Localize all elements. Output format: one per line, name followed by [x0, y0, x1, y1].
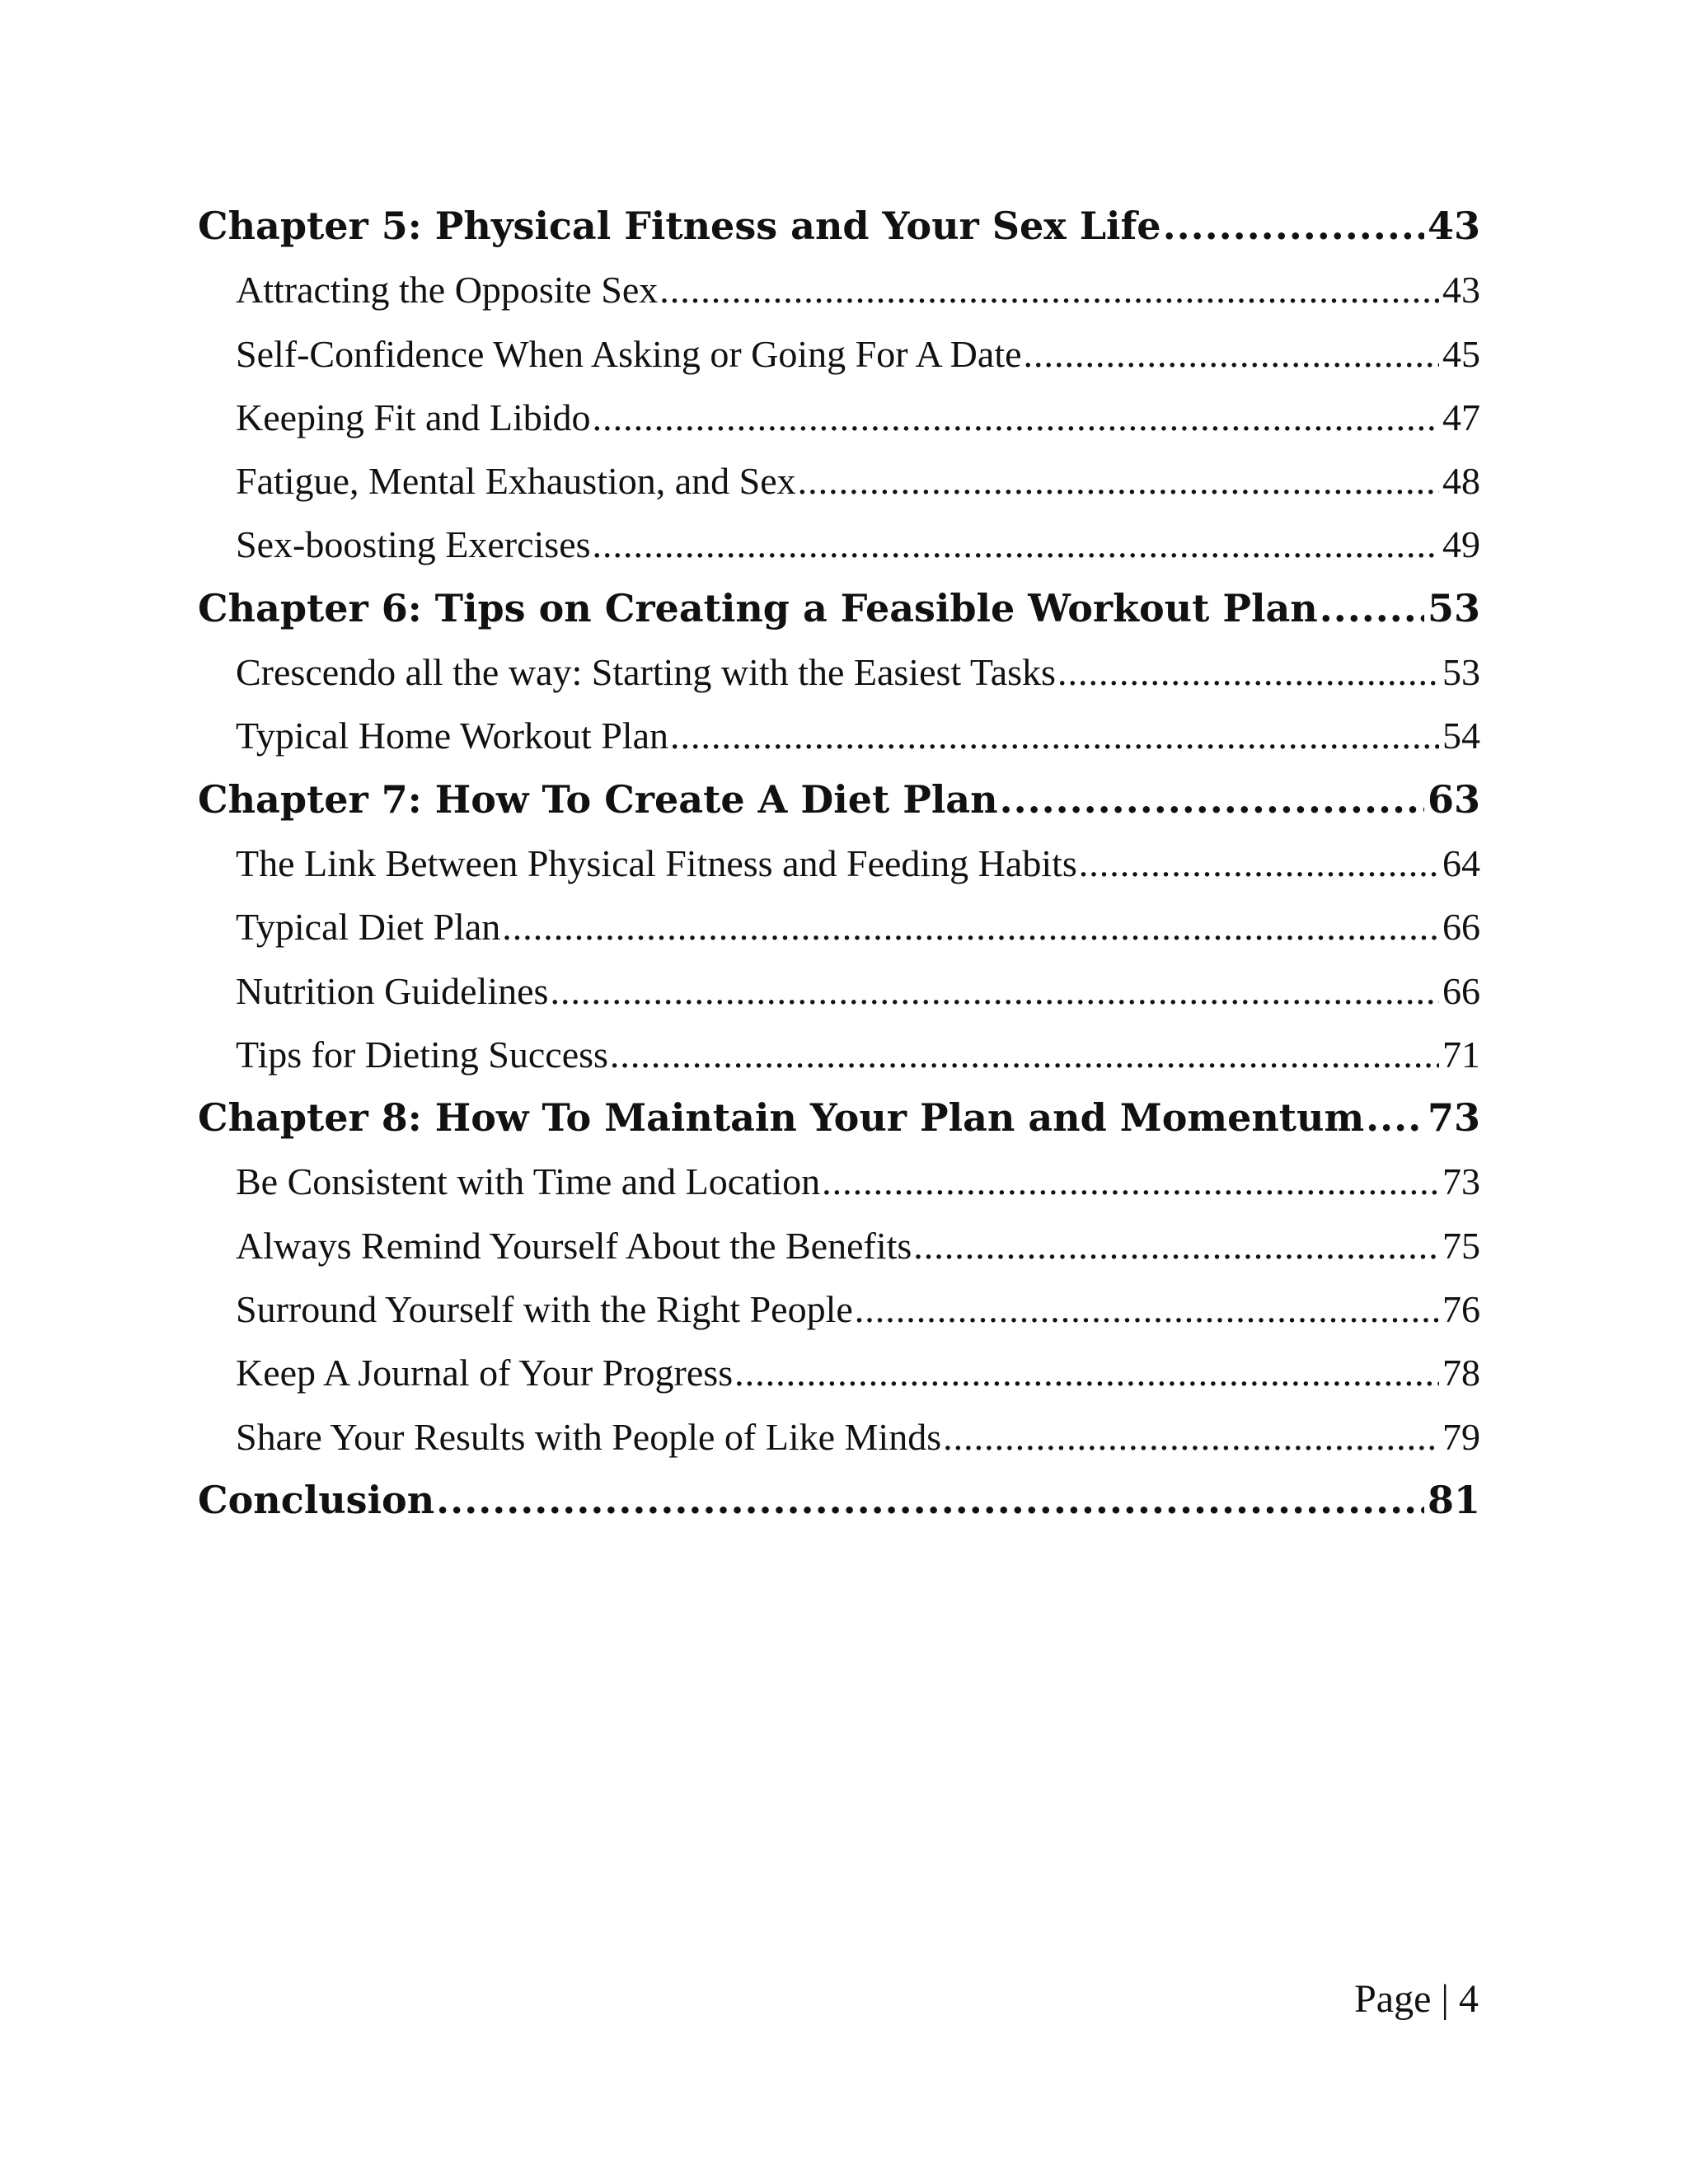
- toc-entry-page-number: 43: [1442, 269, 1480, 312]
- toc-entry-page-number: 73: [1427, 1095, 1480, 1141]
- toc-chapter-entry[interactable]: [198, 768, 1480, 832]
- dot-leader: [670, 704, 1439, 767]
- dot-leader: [1057, 640, 1439, 704]
- dot-leader: [593, 386, 1439, 449]
- toc-chapter-entry[interactable]: [198, 1086, 1480, 1150]
- toc-entry-page-number: 76: [1442, 1288, 1480, 1331]
- toc-entry-title: Nutrition Guidelines: [236, 969, 549, 1012]
- toc-section-entry[interactable]: [198, 258, 1480, 321]
- toc-entry-page-number: 49: [1442, 523, 1480, 566]
- toc-entry-page-number: 75: [1442, 1224, 1480, 1267]
- toc-section-entry[interactable]: [198, 1150, 1480, 1213]
- toc-entry-title: Crescendo all the way: Starting with the Easiest Tasks: [236, 651, 1056, 694]
- toc-entry-title: Be Consistent with Time and Location: [236, 1160, 821, 1203]
- toc-entry-title: Chapter 5: Physical Fitness and Your Sex Life: [198, 204, 1161, 248]
- toc-section-entry[interactable]: [198, 704, 1480, 767]
- toc-section-entry[interactable]: [198, 449, 1480, 513]
- dot-leader: [798, 449, 1439, 513]
- toc-entry-title: Sex-boosting Exercises: [236, 523, 591, 566]
- dot-leader: [502, 895, 1439, 958]
- toc-entry-page-number: 73: [1442, 1160, 1480, 1203]
- toc-section-entry[interactable]: [198, 386, 1480, 449]
- dot-leader: [1320, 577, 1424, 640]
- toc-entry-title: Keeping Fit and Libido: [236, 396, 591, 438]
- table-of-contents: [198, 194, 1480, 1532]
- toc-entry-page-number: 53: [1442, 651, 1480, 694]
- page-number: Page | 4: [1354, 1977, 1479, 2021]
- dot-leader: [734, 1341, 1439, 1404]
- toc-entry-page-number: 47: [1442, 396, 1480, 438]
- toc-section-entry[interactable]: [198, 1405, 1480, 1469]
- toc-entry-title: Chapter 7: How To Create A Diet Plan: [198, 776, 998, 822]
- toc-entry-page-number: 79: [1442, 1415, 1480, 1458]
- toc-section-entry[interactable]: [198, 1214, 1480, 1277]
- toc-section-entry[interactable]: [198, 959, 1480, 1023]
- toc-entry-title: Tips for Dieting Success: [236, 1033, 608, 1076]
- dot-leader: [913, 1214, 1439, 1277]
- toc-section-entry[interactable]: [198, 832, 1480, 895]
- toc-entry-title: Conclusion: [198, 1477, 435, 1522]
- toc-entry-page-number: 66: [1442, 906, 1480, 949]
- dot-leader: [855, 1277, 1439, 1341]
- dot-leader: [1079, 832, 1439, 895]
- toc-section-entry[interactable]: [198, 1341, 1480, 1404]
- toc-entry-title: Share Your Results with People of Like Minds: [236, 1415, 942, 1458]
- toc-section-entry[interactable]: [198, 513, 1480, 576]
- toc-entry-page-number: 81: [1427, 1477, 1480, 1522]
- dot-leader: [550, 959, 1439, 1023]
- toc-entry-title: Surround Yourself with the Right People: [236, 1288, 853, 1331]
- toc-entry-title: Keep A Journal of Your Progress: [236, 1352, 734, 1394]
- toc-entry-page-number: 78: [1442, 1352, 1480, 1394]
- toc-entry-page-number: 71: [1442, 1033, 1480, 1076]
- dot-leader: [436, 1469, 1424, 1532]
- dot-leader: [1024, 322, 1439, 386]
- toc-entry-title: Attracting the Opposite Sex: [236, 269, 659, 312]
- toc-entry-page-number: 66: [1442, 969, 1480, 1012]
- toc-entry-page-number: 45: [1442, 332, 1480, 375]
- toc-entry-page-number: 63: [1427, 776, 1480, 822]
- toc-entry-title: Fatigue, Mental Exhaustion, and Sex: [236, 460, 796, 503]
- dot-leader: [1163, 194, 1424, 258]
- dot-leader: [593, 513, 1439, 576]
- dot-leader: [822, 1150, 1439, 1213]
- toc-section-entry[interactable]: [198, 1277, 1480, 1341]
- toc-entry-title: Typical Diet Plan: [236, 906, 501, 949]
- toc-entry-page-number: 53: [1427, 585, 1480, 630]
- dot-leader: [943, 1405, 1439, 1469]
- dot-leader: [659, 258, 1439, 321]
- toc-chapter-entry[interactable]: [198, 1469, 1480, 1532]
- dot-leader: [1366, 1086, 1424, 1150]
- toc-chapter-entry[interactable]: [198, 194, 1480, 258]
- dot-leader: [610, 1023, 1439, 1086]
- toc-entry-page-number: 48: [1442, 460, 1480, 503]
- toc-section-entry[interactable]: [198, 322, 1480, 386]
- toc-entry-page-number: 54: [1442, 715, 1480, 757]
- toc-section-entry[interactable]: [198, 895, 1480, 958]
- toc-entry-page-number: 64: [1442, 841, 1480, 884]
- toc-entry-page-number: 43: [1427, 204, 1480, 248]
- toc-chapter-entry[interactable]: [198, 577, 1480, 640]
- toc-entry-title: The Link Between Physical Fitness and Feeding Habits: [236, 841, 1077, 884]
- toc-entry-title: Chapter 8: How To Maintain Your Plan and Momentum: [198, 1095, 1365, 1141]
- toc-section-entry[interactable]: [198, 1023, 1480, 1086]
- toc-section-entry[interactable]: [198, 640, 1480, 704]
- toc-entry-title: Typical Home Workout Plan: [236, 715, 668, 757]
- toc-entry-title: Chapter 6: Tips on Creating a Feasible Workout Plan: [198, 585, 1318, 630]
- toc-entry-title: Self-Confidence When Asking or Going For A Date: [236, 332, 1022, 375]
- dot-leader: [1000, 768, 1424, 832]
- toc-entry-title: Always Remind Yourself About the Benefits: [236, 1224, 912, 1267]
